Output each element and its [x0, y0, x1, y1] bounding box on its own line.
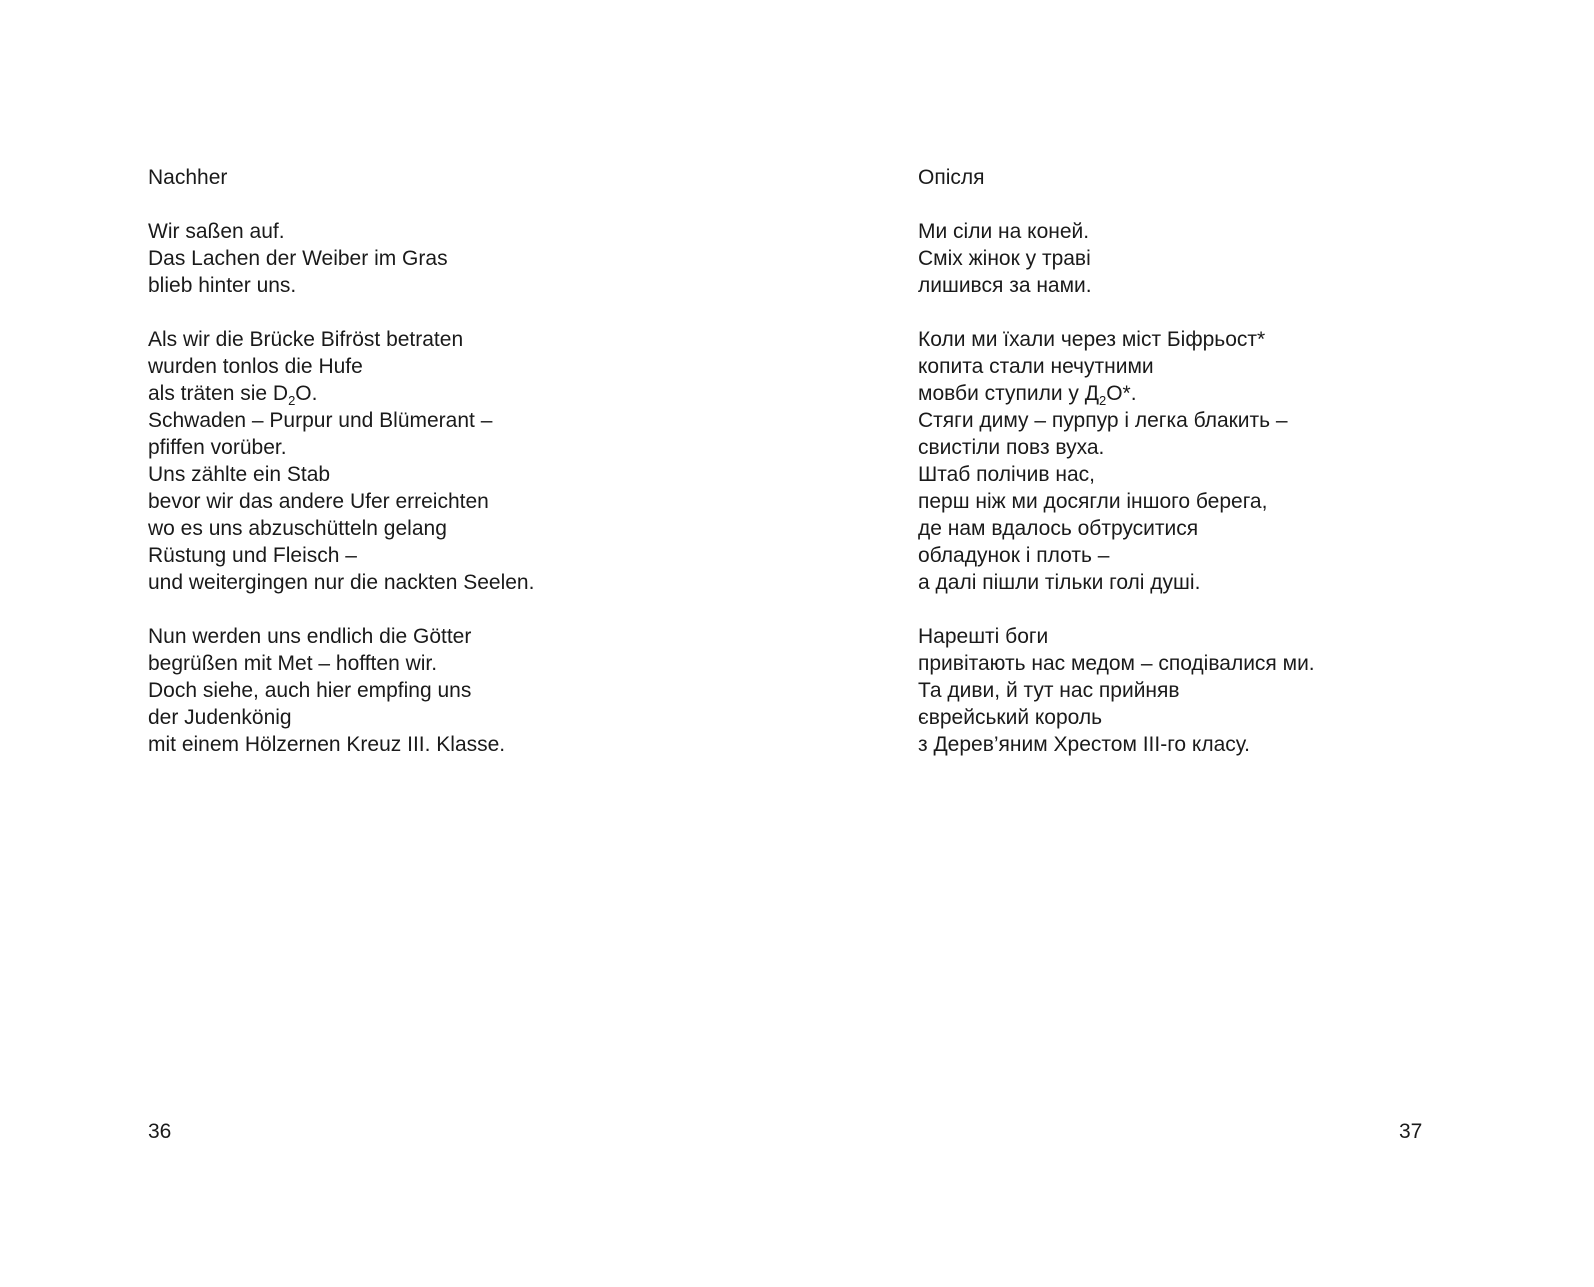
page-number: 36 — [148, 1120, 172, 1143]
poem-line: und weitergingen nur die nackten Seelen. — [148, 571, 535, 594]
poem-line: bevor wir das andere Ufer erreichten — [148, 490, 489, 513]
poem-line: з Дерев’яним Хрестом ІІІ-го класу. — [918, 733, 1251, 756]
formula-subscript: 2 — [1098, 393, 1107, 408]
poem-line: Штаб полічив нас, — [918, 463, 1095, 486]
formula-text: О*. — [1106, 382, 1137, 405]
poem-line: де нам вдалось обтруситися — [918, 517, 1199, 540]
poem-line: wo es uns abzuschütteln gelang — [148, 517, 447, 540]
poem-ukrainian — [918, 164, 1315, 758]
right-page — [797, 0, 1594, 1287]
poem-line: привітають нас медом – сподівалися ми. — [918, 652, 1315, 675]
poem-line: Das Lachen der Weiber im Gras — [148, 247, 448, 270]
poem-line: Стяги диму – пурпур і легка блакить – — [918, 409, 1288, 432]
stanza-3 — [918, 623, 1315, 758]
poem-line: обладунок і плоть – — [918, 544, 1110, 567]
poem-line: Сміх жінок у траві — [918, 247, 1091, 270]
stanza-3 — [148, 623, 534, 758]
poem-line: wurden tonlos die Hufe — [148, 355, 363, 378]
formula-text: als träten sie D — [148, 382, 289, 405]
formula-text: O. — [295, 382, 318, 405]
poem-line-formula — [148, 380, 534, 407]
poem-line: der Judenkönig — [148, 706, 292, 729]
poem-line: свистіли повз вуха. — [918, 436, 1105, 459]
formula-text: мовби ступили у Д — [918, 382, 1099, 405]
poem-title: Опісля — [918, 166, 985, 189]
stanza-2 — [148, 326, 534, 596]
poem-title: Nachher — [148, 166, 228, 189]
poem-line: Als wir die Brücke Bifröst betraten — [148, 328, 464, 351]
poem-line: єврейський король — [918, 706, 1103, 729]
poem-line: перш ніж ми досягли іншого берега, — [918, 490, 1268, 513]
poem-line: begrüßen mit Met – hofften wir. — [148, 652, 438, 675]
formula-subscript: 2 — [288, 393, 296, 408]
poem-line: Uns zählte ein Stab — [148, 463, 331, 486]
poem-line: лишився за нами. — [918, 274, 1092, 297]
poem-line: Нарешті боги — [918, 625, 1049, 648]
poem-line: blieb hinter uns. — [148, 274, 297, 297]
poem-line: Та диви, й тут нас прийняв — [918, 679, 1180, 702]
page-number: 37 — [1399, 1120, 1423, 1143]
poem-line: копита стали нечутними — [918, 355, 1154, 378]
poem-line: pfiffen vorüber. — [148, 436, 287, 459]
poem-line: Rüstung und Fleisch – — [148, 544, 357, 567]
poem-line-formula — [918, 380, 1315, 407]
stanza-1 — [918, 218, 1315, 299]
poem-line: а далі пішли тільки голі душі. — [918, 571, 1201, 594]
poem-line: Nun werden uns endlich die Götter — [148, 625, 472, 648]
poem-line: Wir saßen auf. — [148, 220, 285, 243]
stanza-2 — [918, 326, 1315, 596]
poem-line: Коли ми їхали через міст Біфрьост* — [918, 328, 1266, 351]
poem-line: Ми сіли на коней. — [918, 220, 1090, 243]
stanza-1 — [148, 218, 534, 299]
poem-line: Schwaden – Purpur und Blümerant – — [148, 409, 493, 432]
poem-line: Doch siehe, auch hier empfing uns — [148, 679, 472, 702]
poem-german — [148, 164, 534, 758]
poem-line: mit einem Hölzernen Kreuz III. Klasse. — [148, 733, 506, 756]
